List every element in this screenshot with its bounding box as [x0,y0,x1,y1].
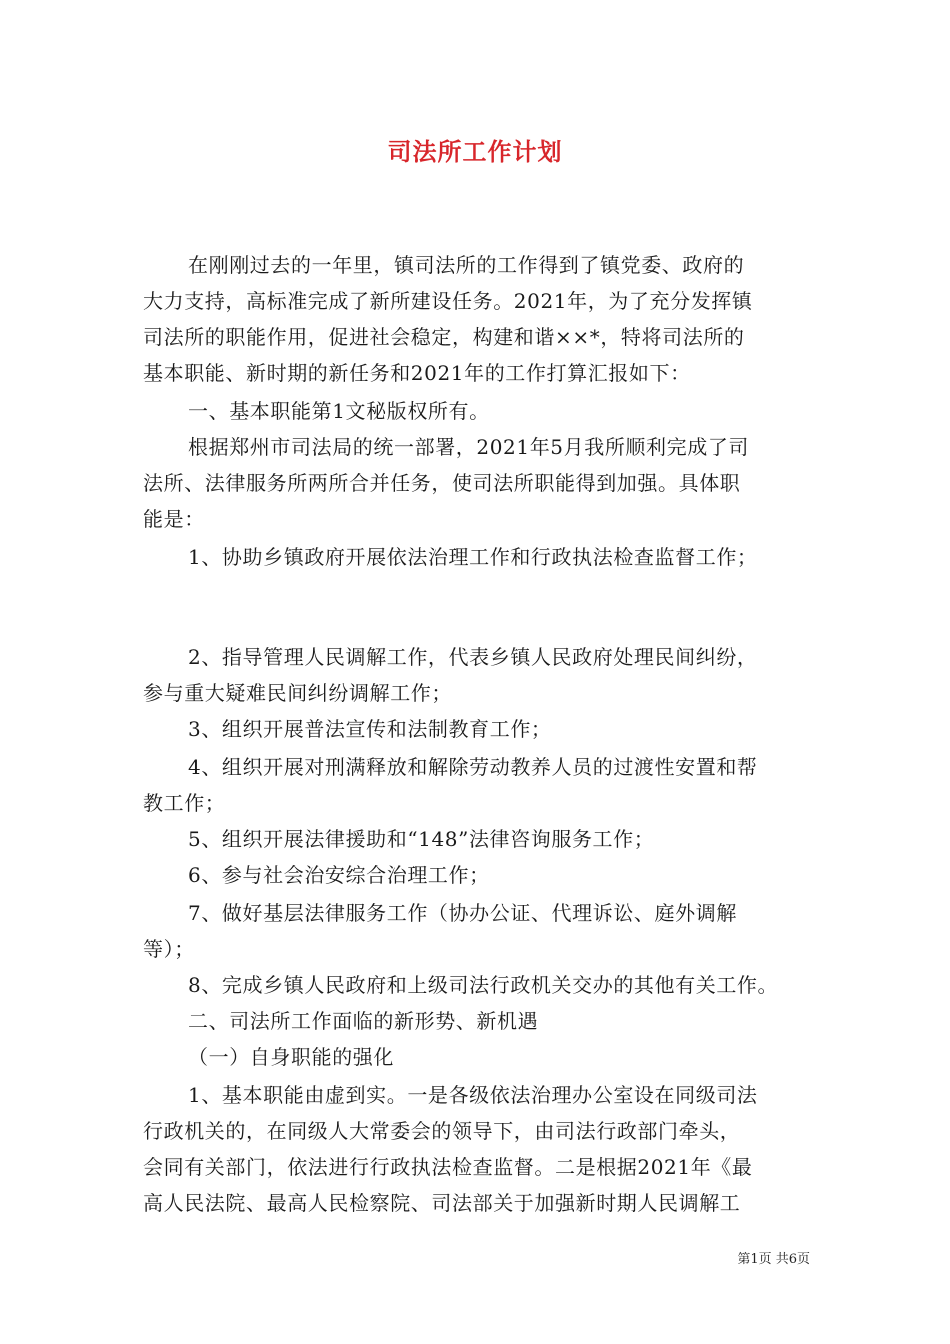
text-line: 2、指导管理人民调解工作，代表乡镇人民政府处理民间纠纷， [188,645,758,669]
document-title: 司法所工作计划 [387,137,563,166]
text-line: 4、组织开展对刑满释放和解除劳动教养人员的过渡性安置和帮 [188,755,758,779]
text-line: 等）； [143,937,195,961]
text-line: 基本职能、新时期的新任务和2021年的工作打算汇报如下： [143,361,691,385]
text-line: 行政机关的，在同级人大常委会的领导下，由司法行政部门牵头， [143,1119,741,1143]
text-line: 高人民法院、最高人民检察院、司法部关于加强新时期人民调解工 [143,1191,741,1215]
text-line: 在刚刚过去的一年里，镇司法所的工作得到了镇党委、政府的 [188,253,745,277]
text-line: 6、参与社会治安综合治理工作； [188,863,490,887]
text-line: 会同有关部门，依法进行行政执法检查监督。二是根据2021年《最 [143,1155,753,1179]
text-line: 1、协助乡镇政府开展依法治理工作和行政执法检查监督工作； [188,545,758,569]
text-line: 一、基本职能第1文秘版权所有。 [188,399,490,423]
text-line: 教工作； [143,791,226,815]
text-line: 根据郑州市司法局的统一部署，2021年5月我所顺利完成了司 [188,435,750,459]
text-line: 5、组织开展法律援助和“148”法律咨询服务工作； [188,827,655,851]
text-line: 能是： [143,507,205,531]
page-number: 第1页 共6页 [737,1252,810,1267]
text-line: 1、基本职能由虚到实。一是各级依法治理办公室设在同级司法 [188,1083,758,1107]
text-line: 法所、法律服务所两所合并任务，使司法所职能得到加强。具体职 [143,471,741,495]
text-line: 大力支持，高标准完成了新所建设任务。2021年，为了充分发挥镇 [143,289,753,313]
text-line: 7、做好基层法律服务工作（协办公证、代理诉讼、庭外调解 [188,901,737,925]
text-line: 参与重大疑难民间纠纷调解工作； [143,681,452,705]
text-line: （一）自身职能的强化 [188,1045,394,1069]
text-line: 司法所的职能作用，促进社会稳定，构建和谐××*，特将司法所的 [143,325,745,349]
text-line: 3、组织开展普法宣传和法制教育工作； [188,717,552,741]
text-line: 8、完成乡镇人民政府和上级司法行政机关交办的其他有关工作。 [188,973,779,997]
text-line: 二、司法所工作面临的新形势、新机遇 [188,1009,539,1033]
